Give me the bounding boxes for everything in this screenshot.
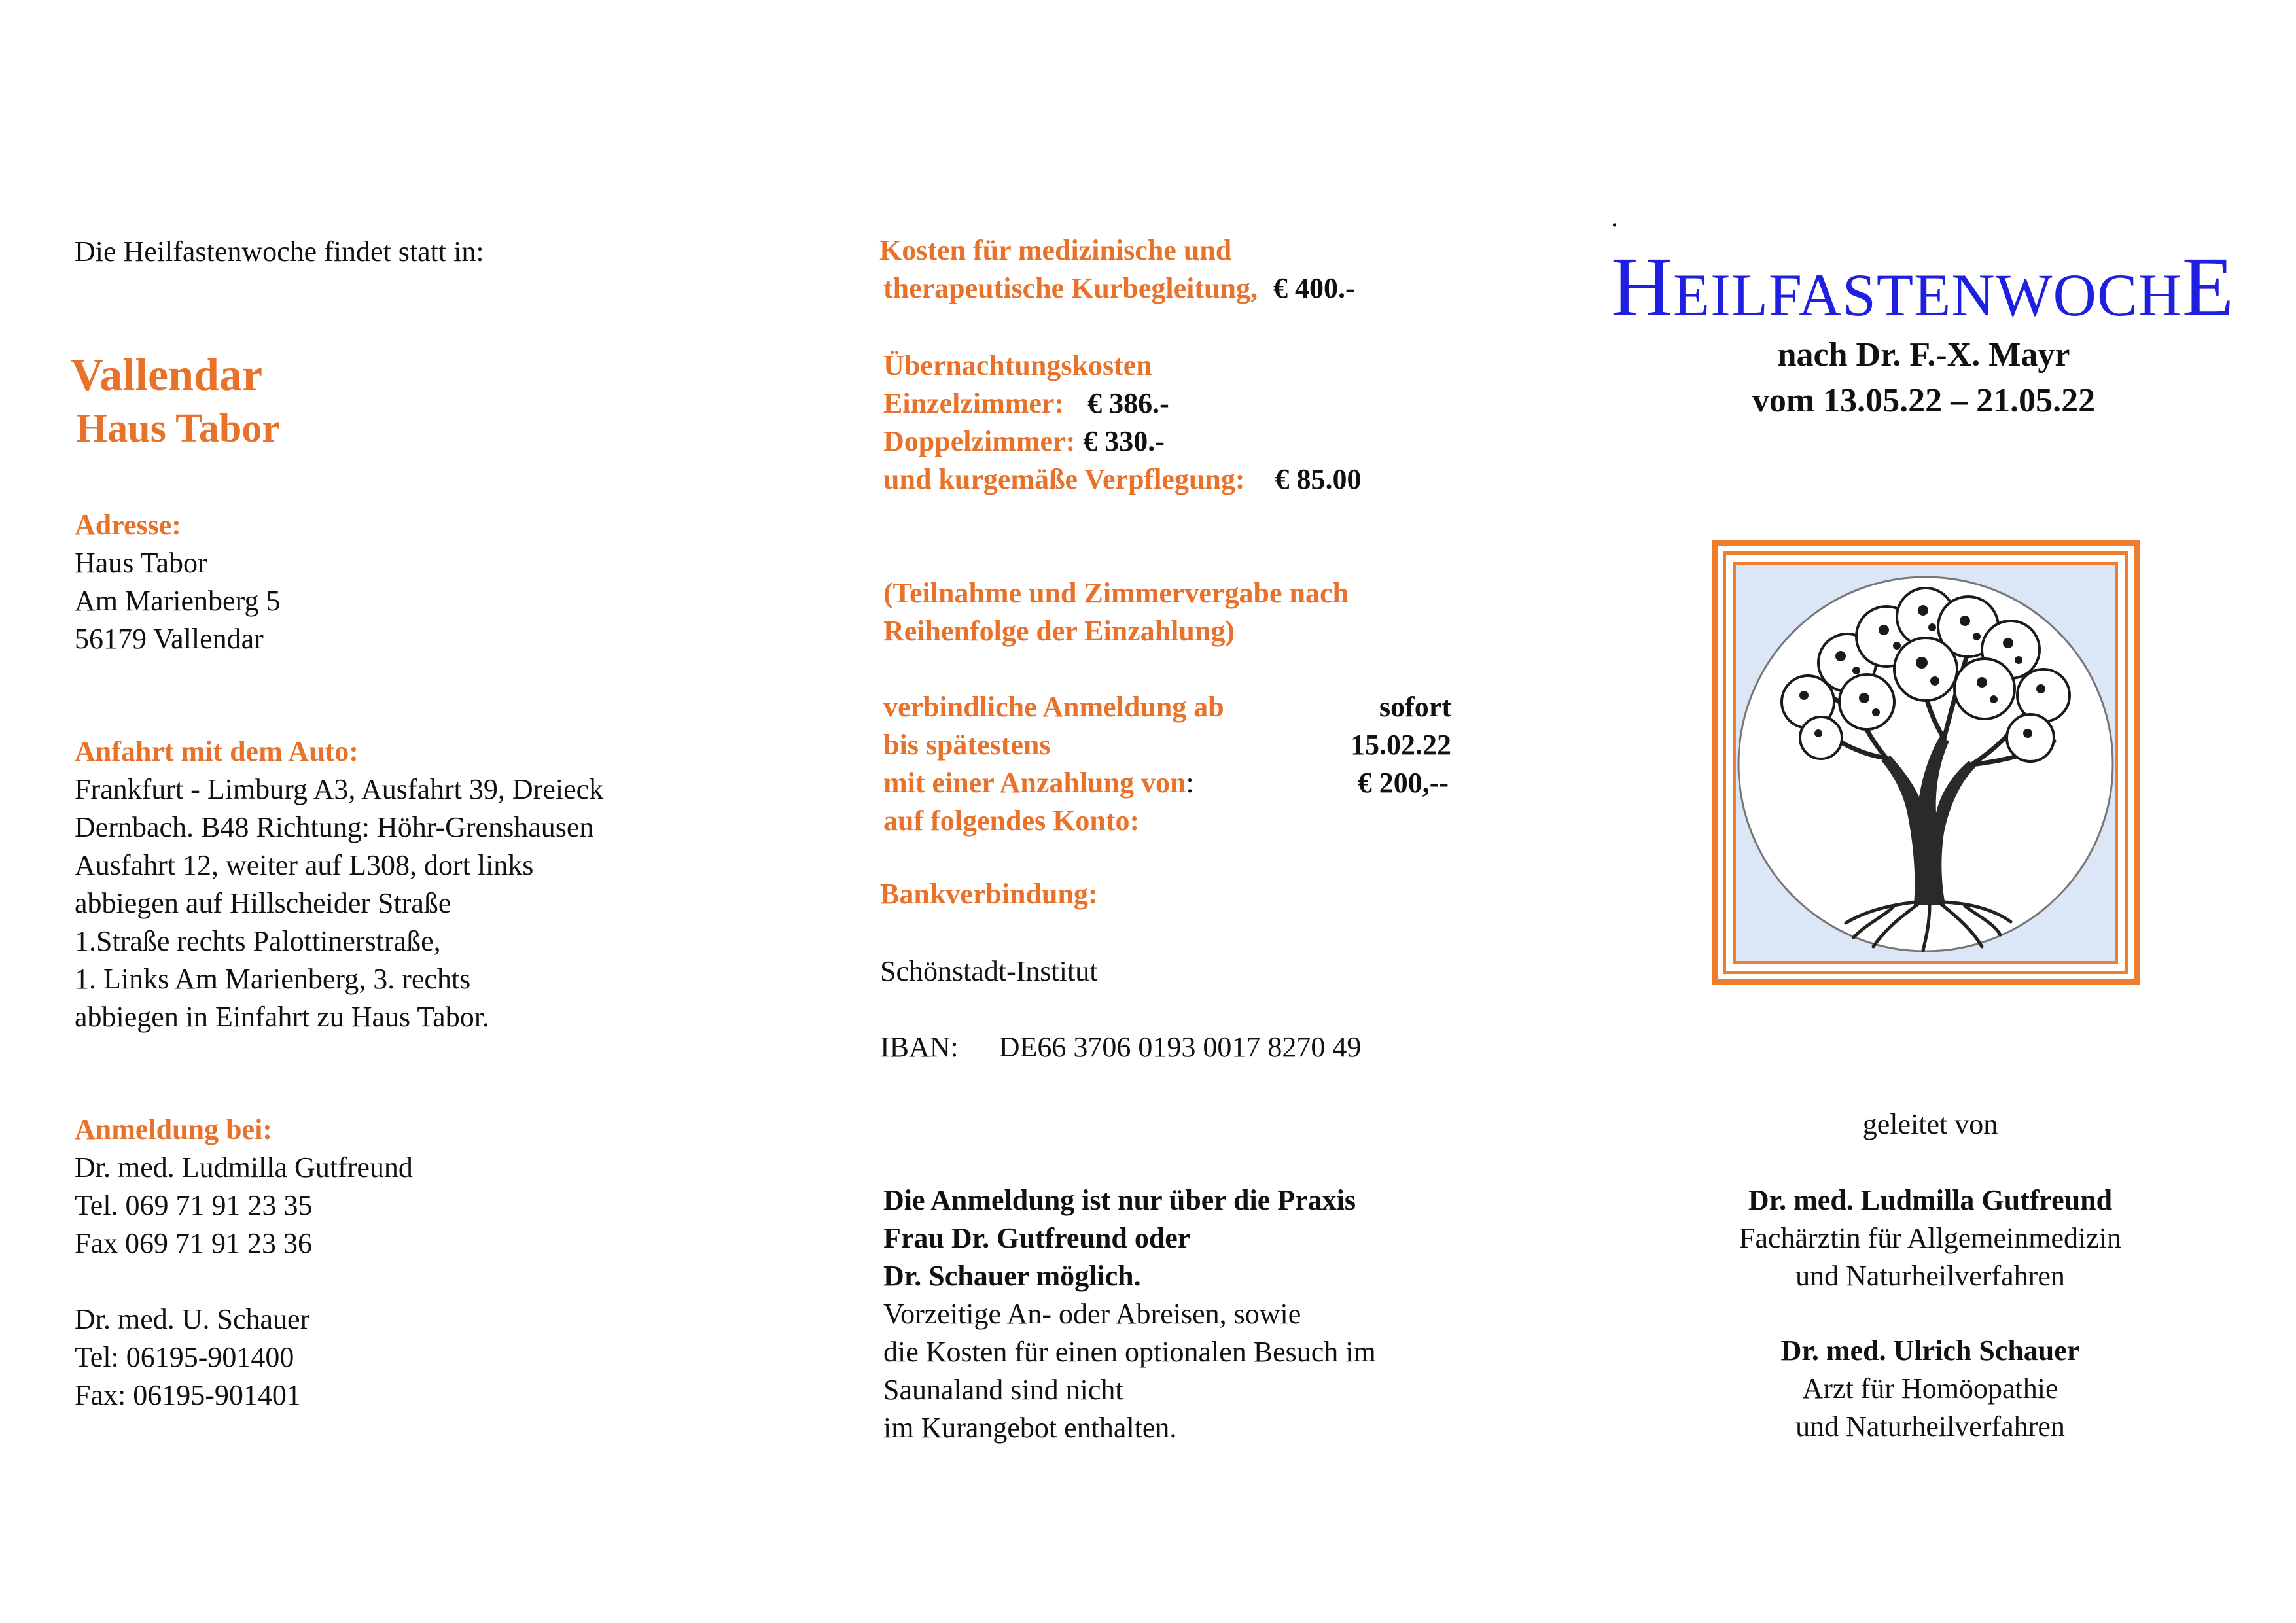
note-line: (Teilnahme und Zimmervergabe nach <box>883 577 1349 609</box>
single-room-row <box>883 385 1362 423</box>
binding-label: verbindliche Anmeldung ab <box>883 691 1224 723</box>
notice-line: Saunaland sind nicht <box>883 1374 1123 1406</box>
bank-heading: Bankverbindung: <box>880 878 1098 910</box>
deposit-section <box>883 688 1453 840</box>
deposit-colon: : <box>1186 767 1194 799</box>
meals-amount: € 85.00 <box>1275 463 1362 495</box>
notice-line: im Kurangebot enthalten. <box>883 1412 1177 1444</box>
title-initial: H <box>1611 240 1673 334</box>
account-label: auf folgendes Konto: <box>883 805 1140 837</box>
contact-line: Dr. med. Ludmilla Gutfreund <box>75 1151 413 1183</box>
intro-text: Die Heilfastenwoche findet statt in: <box>75 236 484 268</box>
doctor2-name: Dr. med. Ulrich Schauer <box>1780 1335 2080 1367</box>
address-heading: Adresse: <box>75 509 181 541</box>
doctor2-line: und Naturheilverfahren <box>1795 1410 2065 1442</box>
address-line: 56179 Vallendar <box>75 623 264 655</box>
allocation-note <box>883 574 1349 650</box>
contact-line: Tel. 069 71 91 23 35 <box>75 1189 313 1221</box>
dates: vom 13.05.22 – 21.05.22 <box>1752 382 2096 419</box>
doctor1-section <box>1636 1181 2225 1295</box>
directions-line: Frankfurt - Limburg A3, Ausfahrt 39, Dreieck <box>75 773 604 805</box>
binding-row <box>883 688 1453 726</box>
tree-logo <box>1712 540 2140 985</box>
overnight-section <box>883 347 1362 498</box>
address-section <box>75 506 280 658</box>
costs-label: therapeutische Kurbegleitung, <box>883 272 1258 304</box>
directions-line: 1.Straße rechts Palottinerstraße, <box>75 925 441 957</box>
deposit-value: € 200,-- <box>1357 767 1449 799</box>
stray-dot: . <box>1611 201 1618 233</box>
registration-notice <box>883 1181 1376 1447</box>
contact-line: Fax: 06195-901401 <box>75 1379 301 1411</box>
doctor2-section <box>1636 1332 2225 1446</box>
subtitle: nach Dr. F.-X. Mayr <box>1777 336 2070 374</box>
tree-icon <box>1736 565 2115 961</box>
directions-line: Dernbach. B48 Richtung: Höhr-Grenshausen <box>75 811 594 843</box>
single-room-label: Einzelzimmer: <box>883 387 1065 419</box>
iban-label: IBAN: <box>880 1031 959 1063</box>
town-heading: Vallendar <box>71 350 263 400</box>
title-middle: EILFASTENWOCH <box>1672 262 2182 328</box>
directions-line: abbiegen auf Hillscheider Straße <box>75 887 451 919</box>
bank-name: Schönstadt-Institut <box>880 955 1098 987</box>
doctor2-line: Arzt für Homöopathie <box>1802 1372 2058 1405</box>
deadline-value: 15.02.22 <box>1351 729 1451 761</box>
doctor1-line: und Naturheilverfahren <box>1795 1260 2065 1292</box>
notice-line: Vorzeitige An- oder Abreisen, sowie <box>883 1298 1301 1330</box>
iban-row <box>880 1028 1361 1067</box>
deposit-row <box>883 764 1453 802</box>
registration-section <box>75 1111 413 1414</box>
directions-line: abbiegen in Einfahrt zu Haus Tabor. <box>75 1001 489 1033</box>
double-room-amount: € 330.- <box>1083 425 1165 457</box>
meals-row <box>883 461 1362 498</box>
deadline-label: bis spätestens <box>883 729 1051 761</box>
binding-value: sofort <box>1379 691 1451 723</box>
costs-amount: € 400.- <box>1273 272 1355 304</box>
deposit-label: mit einer Anzahlung von <box>883 767 1186 799</box>
overnight-heading: Übernachtungskosten <box>883 349 1152 381</box>
doctor1-name: Dr. med. Ludmilla Gutfreund <box>1748 1184 2113 1216</box>
notice-bold-line: Die Anmeldung ist nur über die Praxis <box>883 1184 1356 1216</box>
venue-heading: Haus Tabor <box>76 406 280 451</box>
costs-line <box>879 270 1355 307</box>
iban-value: DE66 3706 0193 0017 8270 49 <box>998 1031 1362 1063</box>
meals-label: und kurgemäße Verpflegung: <box>883 463 1245 495</box>
directions-line: Ausfahrt 12, weiter auf L308, dort links <box>75 849 534 881</box>
address-line: Haus Tabor <box>75 547 207 579</box>
directions-heading: Anfahrt mit dem Auto: <box>75 735 359 767</box>
deadline-row <box>883 726 1453 764</box>
single-room-amount: € 386.- <box>1087 387 1169 419</box>
directions-section <box>75 733 603 1036</box>
registration-heading: Anmeldung bei: <box>75 1113 272 1145</box>
costs-line: Kosten für medizinische und <box>879 234 1232 266</box>
address-line: Am Marienberg 5 <box>75 585 281 617</box>
costs-section <box>879 232 1355 307</box>
led-by: geleitet von <box>1862 1108 1998 1140</box>
doctor1-line: Fachärztin für Allgemeinmedizin <box>1739 1222 2122 1254</box>
notice-line: die Kosten für einen optionalen Besuch im <box>883 1336 1376 1368</box>
main-title <box>1611 240 2235 334</box>
directions-line: 1. Links Am Marienberg, 3. rechts <box>75 963 471 995</box>
contact-line: Dr. med. U. Schauer <box>75 1303 310 1335</box>
contact-line: Tel: 06195-901400 <box>75 1341 294 1373</box>
double-room-label: Doppelzimmer: <box>883 425 1076 457</box>
title-final: E <box>2181 240 2235 334</box>
notice-bold-line: Frau Dr. Gutfreund oder <box>883 1222 1191 1254</box>
contact-line: Fax 069 71 91 23 36 <box>75 1227 312 1259</box>
notice-bold-line: Dr. Schauer möglich. <box>883 1260 1141 1292</box>
note-line: Reihenfolge der Einzahlung) <box>883 615 1235 647</box>
double-room-row <box>883 423 1362 461</box>
